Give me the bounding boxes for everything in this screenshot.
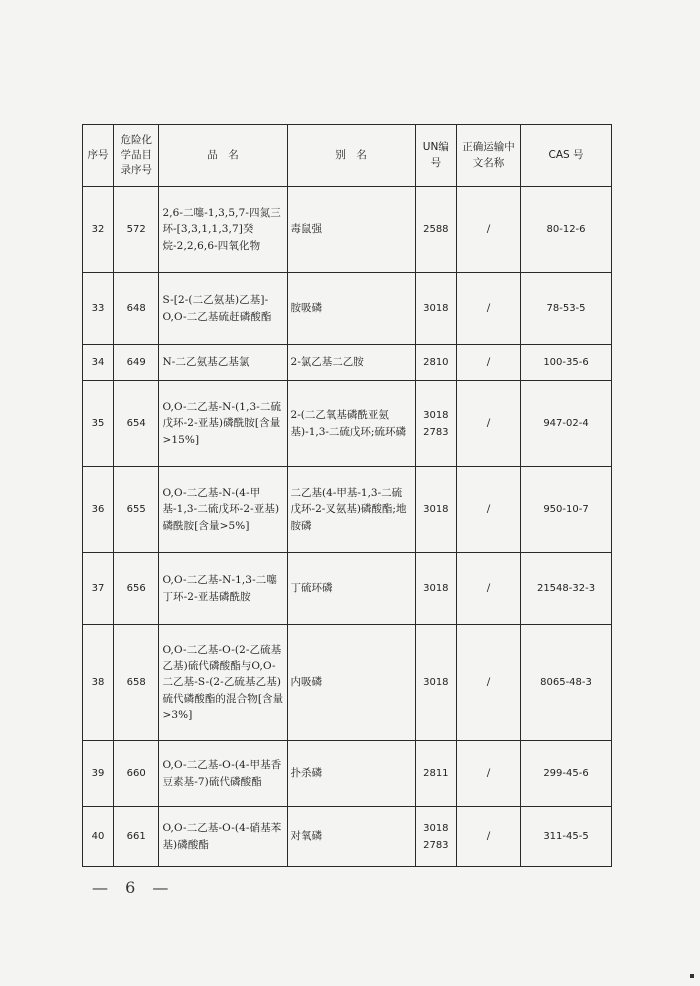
cell-cas: 78-53-5 [521,273,612,345]
cell-transport-name: / [456,273,520,345]
cell-transport-name: / [456,187,520,273]
cell-catalog: 649 [113,345,158,381]
cell-un [415,381,456,467]
header-catalog: 危险化学品目录序号 [113,125,158,187]
table-row [83,625,612,741]
un-number: 3018 [423,504,449,515]
cell-alias: 对氧磷 [287,807,415,867]
cell-seq: 33 [83,273,114,345]
cell-name: O,O-二乙基-N-(4-甲基-1,3-二硫戊环-2-亚基)磷酰胺[含量>5%] [159,467,287,553]
cell-transport-name: / [456,807,520,867]
cell-seq: 35 [83,381,114,467]
un-number: 2588 [423,224,449,235]
cell-transport-name: / [456,741,520,807]
cell-seq: 32 [83,187,114,273]
cell-name: O,O-二乙基-O-(4-硝基苯基)磷酸酯 [159,807,287,867]
table-body [83,187,612,867]
cell-name: O,O-二乙基-O-(2-乙硫基乙基)硫代磷酸酯与O,O-二乙基-S-(2-乙硫基乙基)硫代磷酸酯的混合物[含量>3%] [159,625,287,741]
cell-cas: 8065-48-3 [521,625,612,741]
cell-seq: 39 [83,741,114,807]
cell-catalog: 655 [113,467,158,553]
cell-catalog: 572 [113,187,158,273]
cell-seq: 34 [83,345,114,381]
cell-catalog: 660 [113,741,158,807]
cell-cas: 80-12-6 [521,187,612,273]
chemicals-table [82,124,612,867]
table-row [83,187,612,273]
cell-catalog: 648 [113,273,158,345]
cell-transport-name: / [456,381,520,467]
cell-catalog: 658 [113,625,158,741]
cell-seq: 36 [83,467,114,553]
header-name: 品 名 [159,125,287,187]
scan-mark [690,974,694,978]
cell-name: O,O-二乙基-N-(1,3-二硫戊环-2-亚基)磷酰胺[含量>15%] [159,381,287,467]
cell-catalog: 661 [113,807,158,867]
un-number: 3018 [423,822,449,834]
cell-un [415,553,456,625]
table-row [83,273,612,345]
cell-name: S-[2-(二乙氨基)乙基]-O,O-二乙基硫赶磷酸酯 [159,273,287,345]
page-number: — 6 — [92,878,175,897]
cell-alias: 二乙基(4-甲基-1,3-二硫戊环-2-叉氨基)磷酸酯;地胺磷 [287,467,415,553]
cell-cas: 100-35-6 [521,345,612,381]
cell-cas: 21548-32-3 [521,553,612,625]
un-number: 2783 [423,426,449,438]
cell-seq: 40 [83,807,114,867]
table-row [83,553,612,625]
un-number: 3018 [423,409,449,421]
table-row [83,467,612,553]
cell-name: N-二乙氨基乙基氯 [159,345,287,381]
cell-un [415,625,456,741]
table-row [83,741,612,807]
table-row [83,381,612,467]
header-seq: 序号 [83,125,114,187]
header-row [83,125,612,187]
cell-name: O,O-二乙基-O-(4-甲基香豆素基-7)硫代磷酸酯 [159,741,287,807]
cell-catalog: 656 [113,553,158,625]
cell-un [415,273,456,345]
cell-alias: 毒鼠强 [287,187,415,273]
cell-un [415,467,456,553]
un-number: 3018 [423,677,449,688]
cell-cas: 311-45-5 [521,807,612,867]
cell-name: 2,6-二噻-1,3,5,7-四氮三环-[3,3,1,1,3,7]癸烷-2,2,6,6-四氧化物 [159,187,287,273]
cell-cas: 299-45-6 [521,741,612,807]
cell-un [415,345,456,381]
table-row [83,345,612,381]
cell-un [415,741,456,807]
cell-alias: 丁硫环磷 [287,553,415,625]
cell-cas: 950-10-7 [521,467,612,553]
cell-seq: 37 [83,553,114,625]
cell-cas: 947-02-4 [521,381,612,467]
cell-un [415,807,456,867]
un-number: 2811 [423,768,449,779]
cell-alias: 胺吸磷 [287,273,415,345]
cell-transport-name: / [456,625,520,741]
cell-alias: 2-(二乙氧基磷酰亚氨基)-1,3-二硫戊环;硫环磷 [287,381,415,467]
cell-alias: 扑杀磷 [287,741,415,807]
cell-seq: 38 [83,625,114,741]
header-cas: CAS 号 [521,125,612,187]
cell-un [415,187,456,273]
un-number: 2783 [423,839,449,851]
un-number: 3018 [423,303,449,314]
un-number: 2810 [423,357,449,368]
cell-alias: 内吸磷 [287,625,415,741]
header-alias: 别 名 [287,125,415,187]
cell-transport-name: / [456,467,520,553]
un-number: 3018 [423,583,449,594]
header-un: UN编号 [415,125,456,187]
table-row [83,807,612,867]
cell-transport-name: / [456,345,520,381]
cell-transport-name: / [456,553,520,625]
cell-name: O,O-二乙基-N-1,3-二噻丁环-2-亚基磷酰胺 [159,553,287,625]
cell-alias: 2-氯乙基二乙胺 [287,345,415,381]
header-transport-name: 正确运输中文名称 [456,125,520,187]
cell-catalog: 654 [113,381,158,467]
